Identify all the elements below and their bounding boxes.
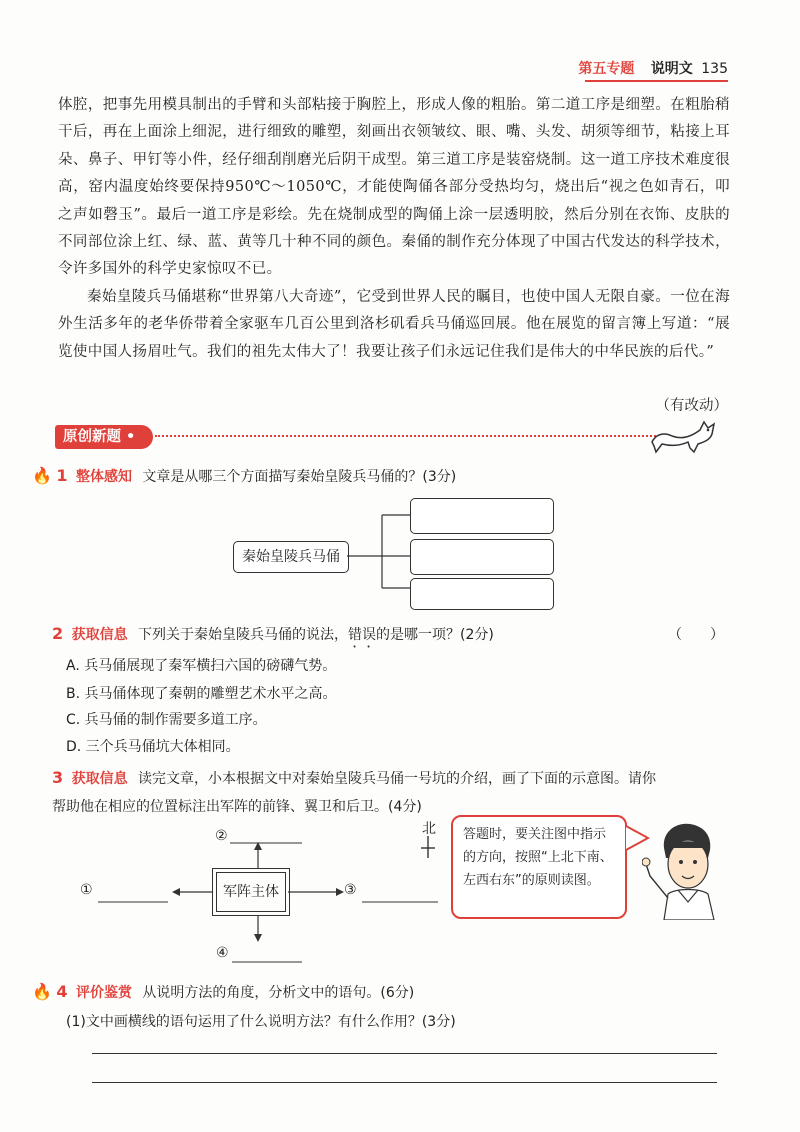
question-3-type: 获取信息 [71,771,128,787]
marker-4: ④ [216,945,229,961]
question-2-type: 获取信息 [71,627,128,643]
genre-label: 说明文 [650,61,693,77]
article-body [58,92,730,366]
option-c: C. 兵马俑的制作需要多道工序。 [66,712,267,728]
north-label: 北 [422,821,436,837]
section-title-text: 原创新题 [63,429,121,445]
question-1-text: 文章是从哪三个方面描写秦始皇陵兵马俑的？(3分) [142,469,457,485]
answer-line-1[interactable] [92,1053,717,1054]
question-1-number: 1 [56,466,68,485]
north-arrow-icon [419,836,437,860]
question-4-sub1: (1)文中画横线的语句运用了什么说明方法？有什么作用？(3分) [66,1014,456,1030]
source-note: （有改动） [655,398,728,414]
flame-icon: 🔥 [32,466,52,485]
article-paragraph-1: 体腔，把事先用模具制出的手臂和头部粘接于胸腔上，形成人像的粗胎。第二道工序是细塑。在粗胎稍干后，再在上面涂上细泥，进行细致的雕塑，刻画出衣领皱纹、眼、嘴、头发、胡须等细节，粘接上耳朵、鼻子、甲钉等小件，经仔细刮削磨光后阴干成型。第三道工序是装窑烧制。这一道工序技术难度很高，窑内温度始终要保持950℃～1050℃，才能使陶俑各部分受热均匀，烧出后“视之色如青石，叩之声如磬玉”。最后一道工序是彩绘。先在烧制成型的陶俑上涂一层透明胶，然后分别在衣饰、皮肤的不同部位涂上红、绿、蓝、黄等几十种不同的颜色。秦俑的制作充分体现了中国古代发达的科学技术，令许多国外的科学史家惊叹不已。 [58,97,730,278]
page-header [578,58,728,78]
section-title [55,425,153,449]
option-d: D. 三个兵马俑坑大体相同。 [66,739,240,755]
marker-2: ② [215,828,228,844]
answer-box-2[interactable] [410,539,554,575]
question-2-number: 2 [52,624,64,643]
question-2-emphasis: 错误 [348,627,377,643]
tip-bubble: 答题时，要关注图中指示的方向，按照“上北下南、左西右东”的原则读图。 [451,815,627,919]
question-2 [52,624,494,651]
cat-icon [648,412,724,460]
boy-illustration-icon [642,818,728,920]
question-3 [52,764,732,821]
topic-label: 第五专题 [578,61,635,77]
option-b: B. 兵马俑体现了秦朝的雕塑艺术水平之高。 [66,686,337,702]
bullet-dot-icon: • [121,429,136,445]
answer-line-2[interactable] [92,1082,717,1083]
question-4-text: 从说明方法的角度，分析文中的语句。(6分) [142,985,415,1001]
question-2-text-before: 下列关于秦始皇陵兵马俑的说法， [138,627,349,643]
bracket-connector [347,510,411,600]
marker-3: ③ [344,882,357,898]
flame-icon: 🔥 [32,982,52,1001]
question-3-text-line1: 读完文章，小本根据文中对秦始皇陵兵马俑一号坑的介绍，画了下面的示意图。请你 [138,771,657,787]
question-4-number: 4 [56,982,68,1001]
question-2-text-after: 的是哪一项？(2分) [376,627,494,643]
question-4-type: 评价鉴赏 [75,985,132,1001]
question-3-number: 3 [52,768,64,787]
question-1 [32,466,456,486]
marker-1: ① [80,882,93,898]
header-rule [585,80,728,82]
answer-blank[interactable]: （ ） [668,627,724,643]
answer-box-1[interactable] [410,498,554,534]
page-number: 135 [701,61,728,77]
formation-main-box [212,868,290,916]
article-paragraph-2: 秦始皇陵兵马俑堪称“世界第八大奇迹”，它受到世界人民的瞩目，也使中国人无限自豪。一位在海外生活多年的老华侨带着全家驱车几百公里到洛杉矶看兵马俑巡回展。他在展览的留言簿上写道：“展览使中国人扬眉吐气。我们的祖先太伟大了！我要让孩子们永远记住我们是伟大的中华民族的后代。” [58,288,730,360]
question-3-text-line2: 帮助他在相应的位置标注出军阵的前锋、翼卫和后卫。(4分) [52,799,422,815]
formation-main-label: 军阵主体 [216,872,286,912]
question-4 [32,982,414,1002]
diagram-root-box: 秦始皇陵兵马俑 [233,541,349,573]
question-1-type: 整体感知 [75,469,132,485]
section-divider [155,435,660,437]
option-a: A. 兵马俑展现了秦军横扫六国的磅礴气势。 [66,658,337,674]
answer-box-3[interactable] [410,578,554,610]
